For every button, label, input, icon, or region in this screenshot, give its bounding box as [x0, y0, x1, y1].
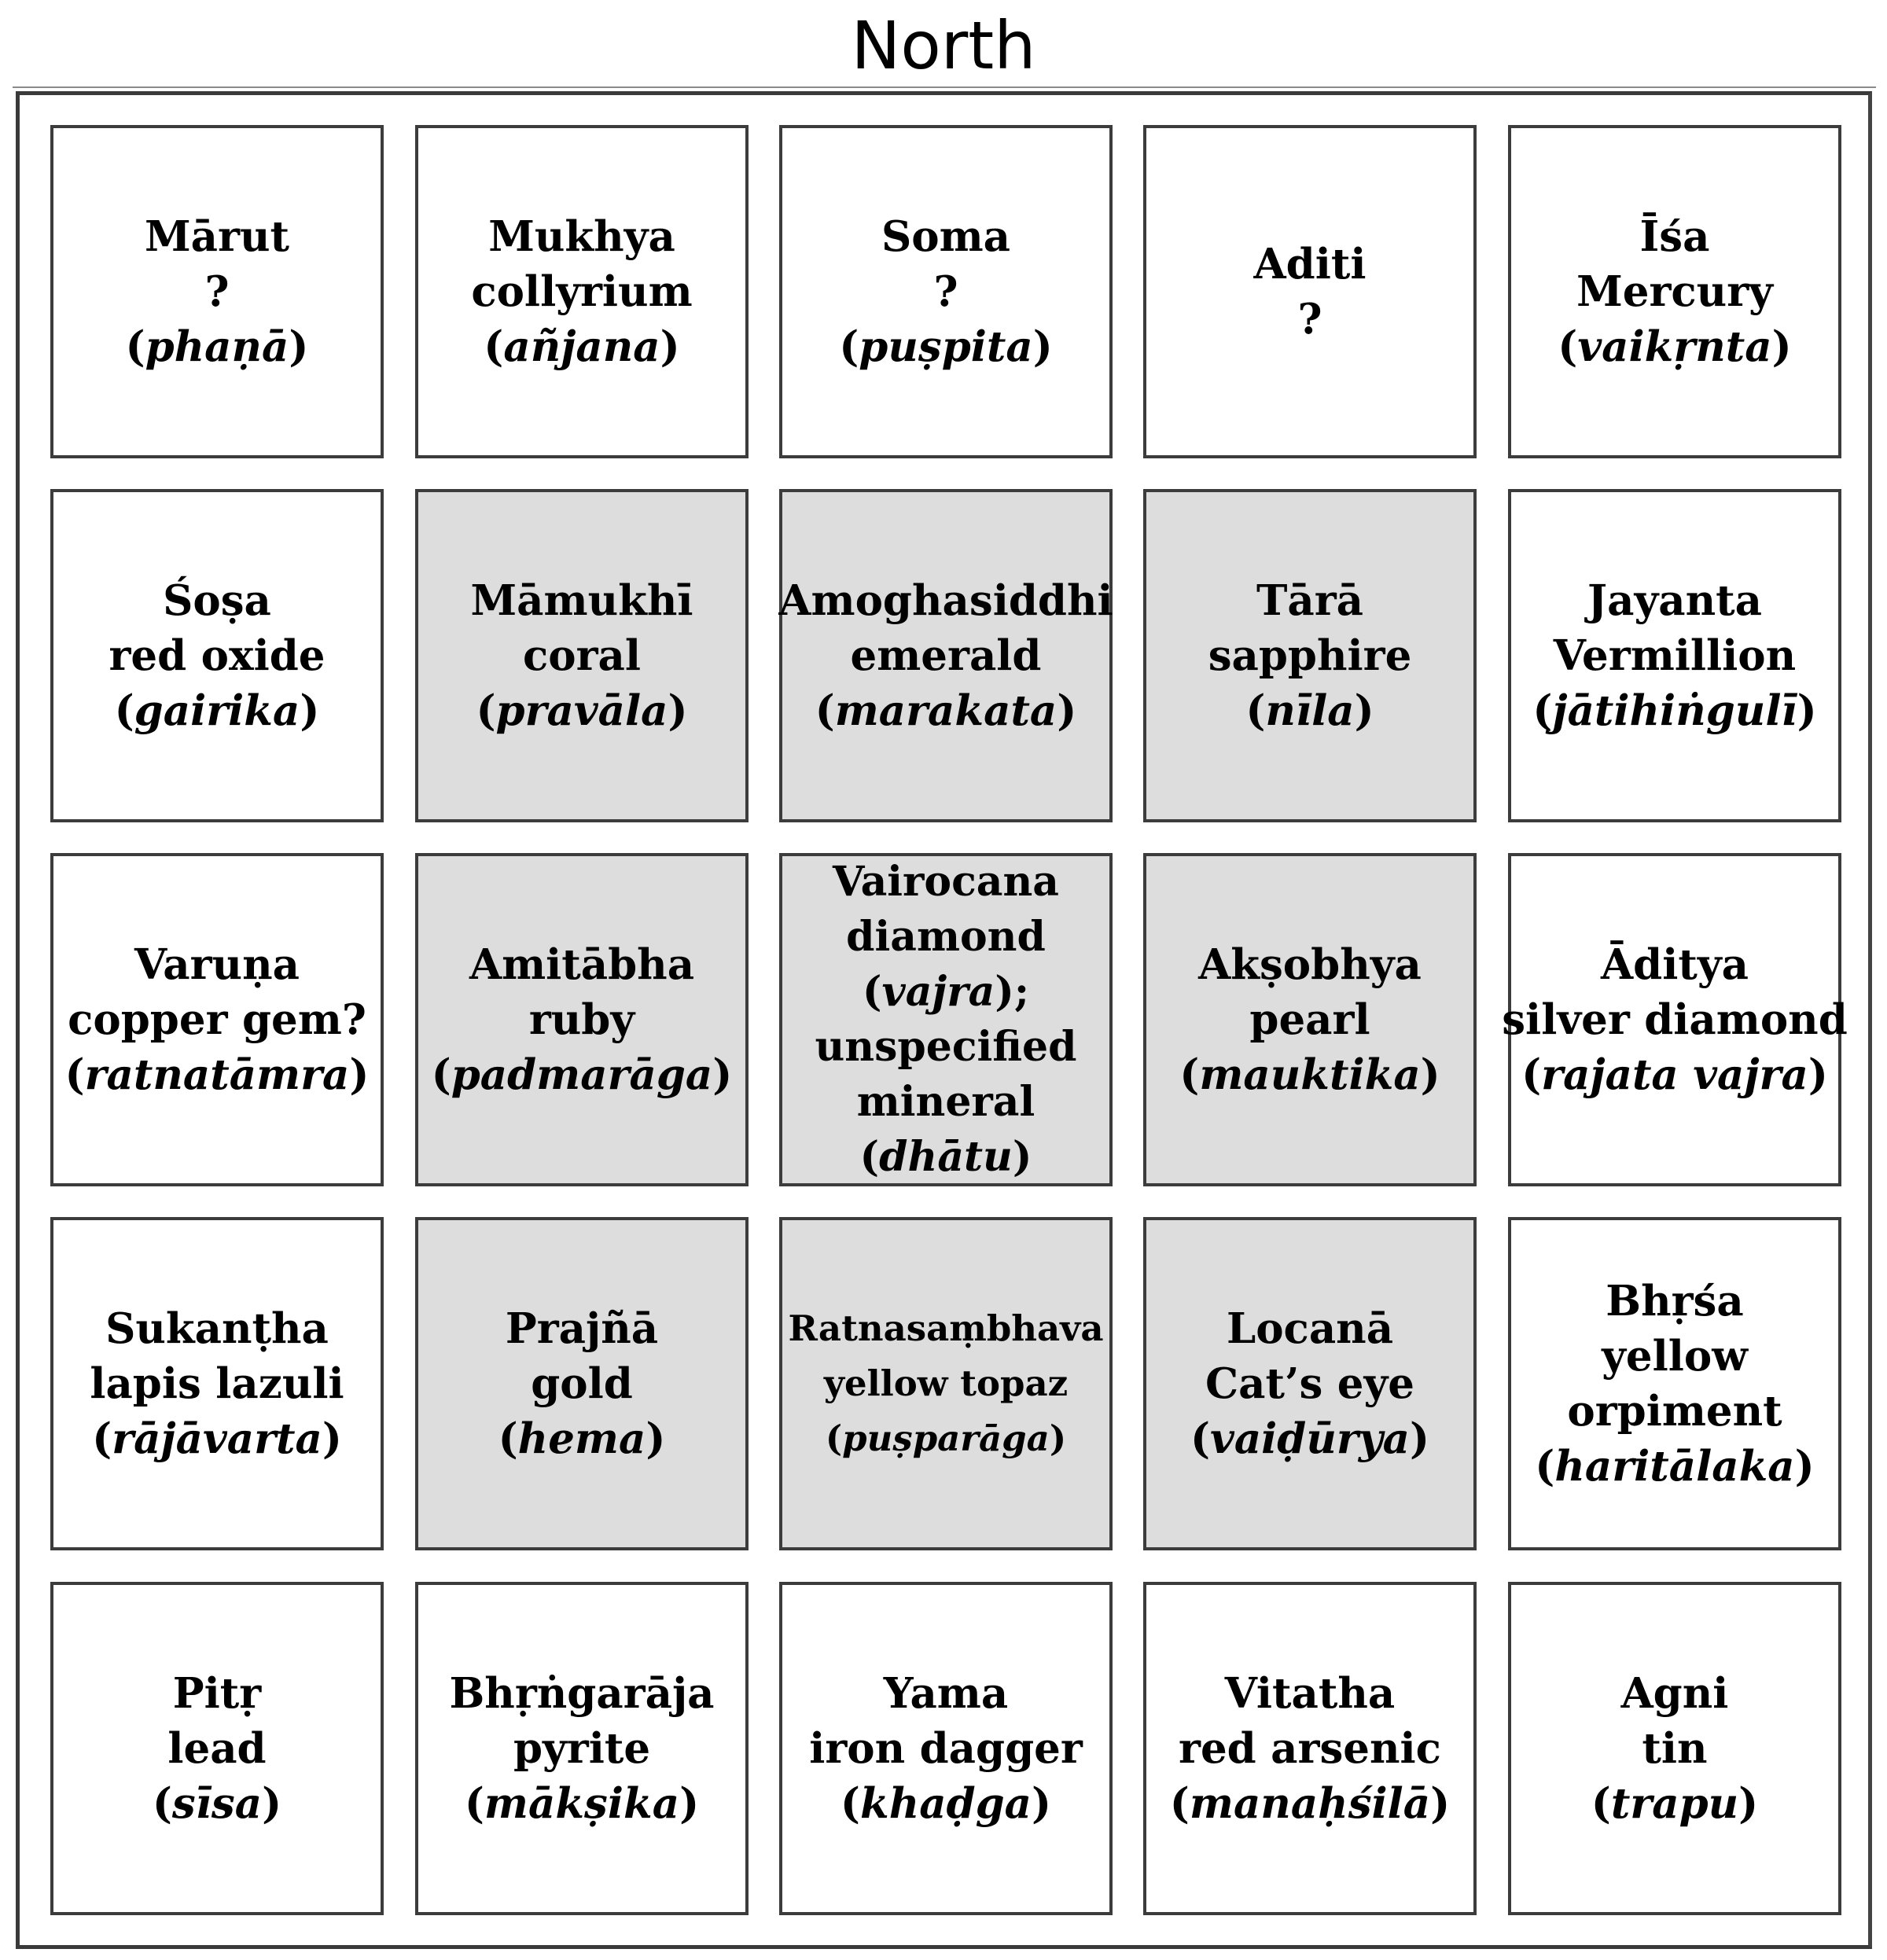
deity-name: [1198, 937, 1422, 992]
sanskrit-name: (trapu): [1591, 1779, 1759, 1828]
extra-mineral-1: [815, 1020, 1077, 1075]
deity-name: [488, 209, 675, 264]
mandala-cell-r2-c2: [415, 489, 749, 822]
deity-label: Vitatha: [1224, 1669, 1396, 1718]
sanskrit-term: mākṣika: [484, 1779, 680, 1828]
deity-name: [1587, 573, 1762, 628]
mineral-name: [1179, 1721, 1441, 1776]
sanskrit-name: (hema): [498, 1414, 666, 1463]
mineral-label: yellow topaz: [823, 1362, 1069, 1404]
mineral-label: red oxide: [109, 631, 326, 680]
mineral-label: red arsenic: [1179, 1724, 1441, 1773]
deity-name: [884, 1666, 1008, 1721]
deity-label: Vairocana: [833, 858, 1059, 906]
mineral-name: [471, 264, 692, 319]
sanskrit-name: (vajra);: [862, 968, 1030, 1016]
mineral-label: Mercury: [1576, 267, 1773, 316]
deity-label: Yama: [883, 1669, 1009, 1718]
sanskrit-name: (rajata vajra): [1521, 1050, 1828, 1099]
sanskrit-name: (manaḥśilā): [1169, 1779, 1451, 1828]
mandala-cell-r1-c5: [1508, 125, 1841, 458]
title-divider: [13, 86, 1876, 88]
diagram-title: North: [851, 7, 1036, 84]
mandala-cell-r3-c2: [415, 853, 749, 1186]
mineral-label: ?: [933, 267, 958, 316]
deity-name: [145, 209, 289, 264]
deity-label: Prajñā: [505, 1304, 659, 1353]
deity-label: Sukanṭha: [105, 1304, 329, 1353]
mineral-label: ruby: [528, 995, 635, 1044]
mandala-cell-r4-c4: [1143, 1217, 1477, 1550]
mandala-cell-r3-c3: [779, 853, 1113, 1186]
deity-name: [881, 209, 1010, 264]
mineral-label: tin: [1642, 1724, 1708, 1773]
sanskrit-term: vaiḍūrya: [1210, 1414, 1410, 1463]
mineral-label: iron dagger: [809, 1724, 1083, 1773]
deity-label: Soma: [881, 212, 1011, 261]
mineral-label: coral: [522, 631, 642, 680]
sanskrit-name: (nīla): [1245, 686, 1374, 735]
deity-label: Bhṛśa: [1606, 1277, 1744, 1326]
mineral-label-cont: orpiment: [1567, 1387, 1782, 1436]
mandala-cell-r1-c1: [50, 125, 384, 458]
mineral-label: silver diamond: [1502, 995, 1848, 1044]
mineral-label: yellow: [1602, 1332, 1748, 1381]
deity-label: Īśa: [1639, 212, 1710, 261]
deity-name: [469, 937, 694, 992]
sanskrit-term: jātihiṅgulī: [1552, 686, 1797, 735]
deity-label: Agni: [1620, 1669, 1729, 1718]
sanskrit-name: (mauktika): [1179, 1050, 1440, 1099]
deity-name: [1601, 937, 1749, 992]
deity-name: [1621, 1666, 1729, 1721]
mineral-name: [1208, 628, 1412, 683]
mandala-cell-r2-c4: [1143, 489, 1477, 822]
sanskrit-name: (khaḍga): [840, 1779, 1052, 1828]
sanskrit-name: (jātihiṅgulī): [1532, 686, 1817, 735]
sanskrit-term: haritālaka: [1554, 1442, 1795, 1491]
deity-label: Ratnasaṃbhava: [788, 1307, 1104, 1349]
sanskrit-term: rajata vajra: [1541, 1050, 1808, 1099]
deity-name: [105, 1301, 329, 1356]
sanskrit-term: rājāvarta: [112, 1414, 322, 1463]
sanskrit-name: (mākṣika): [464, 1779, 700, 1828]
deity-name: [1225, 1666, 1396, 1721]
mineral-label: pearl: [1249, 995, 1370, 1044]
deity-label: Amitābha: [469, 940, 695, 989]
mandala-cell-r2-c1: [50, 489, 384, 822]
deity-name: [163, 573, 271, 628]
mineral-name: [531, 1356, 633, 1411]
mandala-cell-r4-c2: [415, 1217, 749, 1550]
mineral-label: ?: [1297, 295, 1322, 344]
sanskrit-term: marakata: [834, 686, 1058, 735]
mandala-cell-r5-c3: [779, 1582, 1113, 1915]
sanskrit-term: pravāla: [495, 686, 668, 735]
mineral-label: sapphire: [1208, 631, 1412, 680]
deity-name: [506, 1301, 658, 1356]
deity-name: [788, 1301, 1103, 1356]
extra-label-2: mineral: [856, 1078, 1035, 1126]
deity-name: [134, 937, 300, 992]
deity-name: [1606, 1274, 1743, 1329]
mineral-name: [824, 1356, 1068, 1411]
sanskrit-name: (haritālaka): [1535, 1442, 1815, 1491]
mandala-cell-r3-c4: [1143, 853, 1477, 1186]
deity-label: Aditi: [1253, 240, 1367, 289]
mineral-name: [529, 992, 635, 1047]
mineral-name: [167, 1721, 266, 1776]
mandala-cell-r5-c5: [1508, 1582, 1841, 1915]
mandala-cell-r3-c1: [50, 853, 384, 1186]
mineral-name: [809, 1721, 1083, 1776]
mineral-name: [1554, 628, 1796, 683]
mineral-label: diamond: [846, 913, 1046, 961]
mineral-label: lead: [167, 1724, 267, 1773]
deity-name: [450, 1666, 715, 1721]
deity-name: [1256, 573, 1363, 628]
extra-sanskrit-term: dhātu: [879, 1133, 1013, 1181]
mineral-label: Vermillion: [1553, 631, 1797, 680]
deity-label: Bhṛṅgarāja: [449, 1669, 715, 1718]
deity-name: [1254, 237, 1367, 292]
deity-label: Mārut: [145, 212, 289, 261]
deity-name: [173, 1666, 261, 1721]
deity-label: Pitṛ: [172, 1669, 262, 1718]
sanskrit-term: hema: [517, 1414, 646, 1463]
sanskrit-name: (añjana): [484, 322, 680, 371]
mineral-label: Cat’s eye: [1205, 1359, 1414, 1408]
mineral-label: collyrium: [471, 267, 693, 316]
deity-label: Jayanta: [1587, 576, 1762, 625]
sanskrit-name: (puṣparāga): [825, 1418, 1067, 1459]
mandala-cell-r1-c4: [1143, 125, 1477, 458]
sanskrit-term: padmarāga: [451, 1050, 713, 1099]
mineral-name: [933, 264, 958, 319]
sanskrit-term: añjana: [503, 322, 660, 371]
sanskrit-name: (puṣpita): [839, 322, 1053, 371]
mandala-cell-r2-c3: [779, 489, 1113, 822]
sanskrit-term: manaḥśilā: [1189, 1779, 1431, 1828]
mandala-cell-r5-c4: [1143, 1582, 1477, 1915]
sanskrit-term: trapu: [1610, 1779, 1739, 1828]
sanskrit-name: (ratnatāmra): [64, 1050, 370, 1099]
mineral-name: [523, 628, 641, 683]
mineral-name: [1205, 1356, 1414, 1411]
mandala-cell-r1-c3: [779, 125, 1113, 458]
sanskrit-name: (rājāvarta): [92, 1414, 342, 1463]
deity-name: [833, 855, 1059, 910]
deity-label: Amoghasiddhi: [778, 576, 1113, 625]
extra-mineral-2: [857, 1075, 1035, 1130]
sanskrit-name: (vaikṛnta): [1558, 322, 1792, 371]
sanskrit-name: (vaiḍūrya): [1190, 1414, 1430, 1463]
deity-label: Śoṣa: [163, 576, 271, 625]
deity-label: Akṣobhya: [1198, 940, 1422, 989]
mineral-name: [851, 628, 1042, 683]
mineral-label: gold: [531, 1359, 633, 1408]
mineral-name: [513, 1721, 650, 1776]
deity-label: Locanā: [1226, 1304, 1394, 1353]
mineral-name: [90, 1356, 344, 1411]
sanskrit-term: vajra: [881, 968, 995, 1016]
sanskrit-name: (gairika): [114, 686, 320, 735]
mineral-name-cont: [1567, 1384, 1782, 1439]
mineral-name: [1249, 992, 1370, 1047]
sanskrit-term: khaḍga: [859, 1779, 1032, 1828]
mineral-name: [1297, 292, 1322, 347]
deity-label: Varuṇa: [134, 940, 300, 989]
mandala-cell-r2-c5: [1508, 489, 1841, 822]
mandala-cell-r5-c1: [50, 1582, 384, 1915]
mandala-cell-r4-c3: [779, 1217, 1113, 1550]
sanskrit-term: gairika: [134, 686, 300, 735]
mandala-cell-r1-c2: [415, 125, 749, 458]
sanskrit-term: puṣpita: [859, 322, 1033, 371]
mineral-label: emerald: [850, 631, 1042, 680]
sanskrit-term: mauktika: [1199, 1050, 1421, 1099]
extra-label-1: unspecified: [815, 1023, 1077, 1071]
mandala-cell-r4-c1: [50, 1217, 384, 1550]
sanskrit-term: puṣparāga: [842, 1418, 1050, 1459]
mineral-name: [1602, 1329, 1748, 1384]
mineral-name: [1642, 1721, 1707, 1776]
deity-name: [1640, 209, 1710, 264]
sanskrit-name: (pravāla): [476, 686, 688, 735]
mineral-label: lapis lazuli: [90, 1359, 344, 1408]
mineral-name: [204, 264, 229, 319]
mineral-name: [1576, 264, 1773, 319]
sanskrit-name: (padmarāga): [431, 1050, 733, 1099]
mandala-cell-r5-c2: [415, 1582, 749, 1915]
mineral-label: copper gem?: [68, 995, 366, 1044]
mineral-label: ?: [204, 267, 230, 316]
deity-name: [470, 573, 693, 628]
deity-name: [778, 573, 1113, 628]
mineral-name: [68, 992, 366, 1047]
deity-label: Tārā: [1256, 576, 1364, 625]
sanskrit-term: vaikṛnta: [1577, 322, 1772, 371]
sanskrit-term: nīla: [1265, 686, 1355, 735]
mandala-cell-r4-c5: [1508, 1217, 1841, 1550]
mineral-name: [846, 910, 1046, 965]
mineral-label: pyrite: [513, 1724, 651, 1773]
sanskrit-term: phaṇā: [145, 322, 289, 371]
deity-label: Āditya: [1601, 940, 1749, 989]
deity-name: [1227, 1301, 1393, 1356]
deity-label: Mukhya: [488, 212, 675, 261]
mineral-name: [1502, 992, 1848, 1047]
deity-label: Māmukhī: [470, 576, 693, 625]
mandala-cell-r3-c5: [1502, 853, 1848, 1186]
sanskrit-term: sīsa: [171, 1779, 263, 1828]
sanskrit-name: (sīsa): [152, 1779, 282, 1828]
sanskrit-term: ratnatāmra: [84, 1050, 350, 1099]
sanskrit-name: (marakata): [815, 686, 1077, 735]
extra-sanskrit: (dhātu): [859, 1133, 1032, 1181]
sanskrit-name: (phaṇā): [125, 322, 309, 371]
mineral-name: [109, 628, 325, 683]
